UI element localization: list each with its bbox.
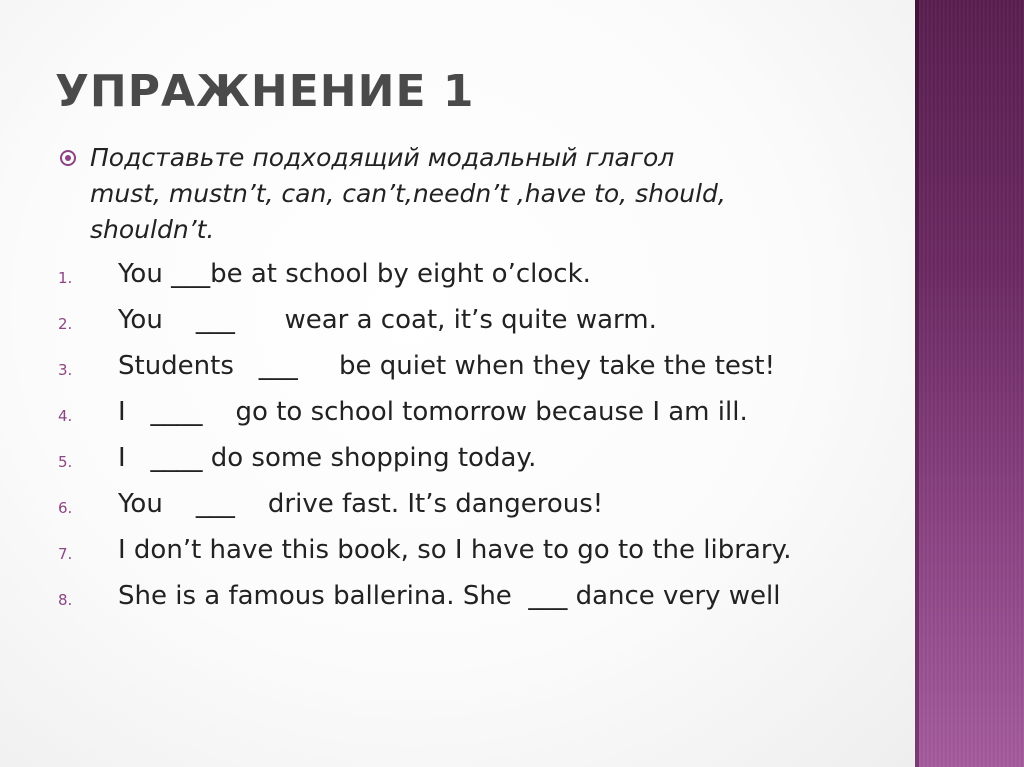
instruction-line-3: shouldn’t. bbox=[90, 215, 215, 244]
item-text: Students ___ be quiet when they take the test! bbox=[118, 351, 776, 381]
item-text: You ___ drive fast. It’s dangerous! bbox=[118, 489, 604, 519]
item-text: I don’t have this book, so I have to go to the library. bbox=[118, 535, 792, 565]
item-text: You ___be at school by eight o’clock. bbox=[118, 259, 591, 289]
item-number: 1. bbox=[58, 269, 73, 287]
instruction-line-1: Подставьте подходящий модальный глагол bbox=[90, 143, 675, 172]
instruction-text bbox=[90, 140, 920, 248]
item-number: 6. bbox=[58, 499, 73, 517]
side-stripe-texture bbox=[919, 0, 1024, 767]
item-number: 3. bbox=[58, 361, 73, 379]
instruction-line-2: must, mustn’t, can, can’t,needn’t ,have to, should, bbox=[90, 179, 726, 208]
item-text: You ___ wear a coat, it’s quite warm. bbox=[118, 305, 657, 335]
item-text: I ____ go to school tomorrow because I am ill. bbox=[118, 397, 748, 427]
item-number: 7. bbox=[58, 545, 73, 563]
item-number: 2. bbox=[58, 315, 73, 333]
slide-title: УПРАЖНЕНИЕ 1 bbox=[55, 66, 475, 117]
item-number: 5. bbox=[58, 453, 73, 471]
item-number: 4. bbox=[58, 407, 73, 425]
item-text: I ____ do some shopping today. bbox=[118, 443, 537, 473]
item-text: She is a famous ballerina. She ___ dance very well bbox=[118, 581, 781, 611]
item-number: 8. bbox=[58, 591, 73, 609]
radio-bullet-icon bbox=[60, 150, 76, 166]
